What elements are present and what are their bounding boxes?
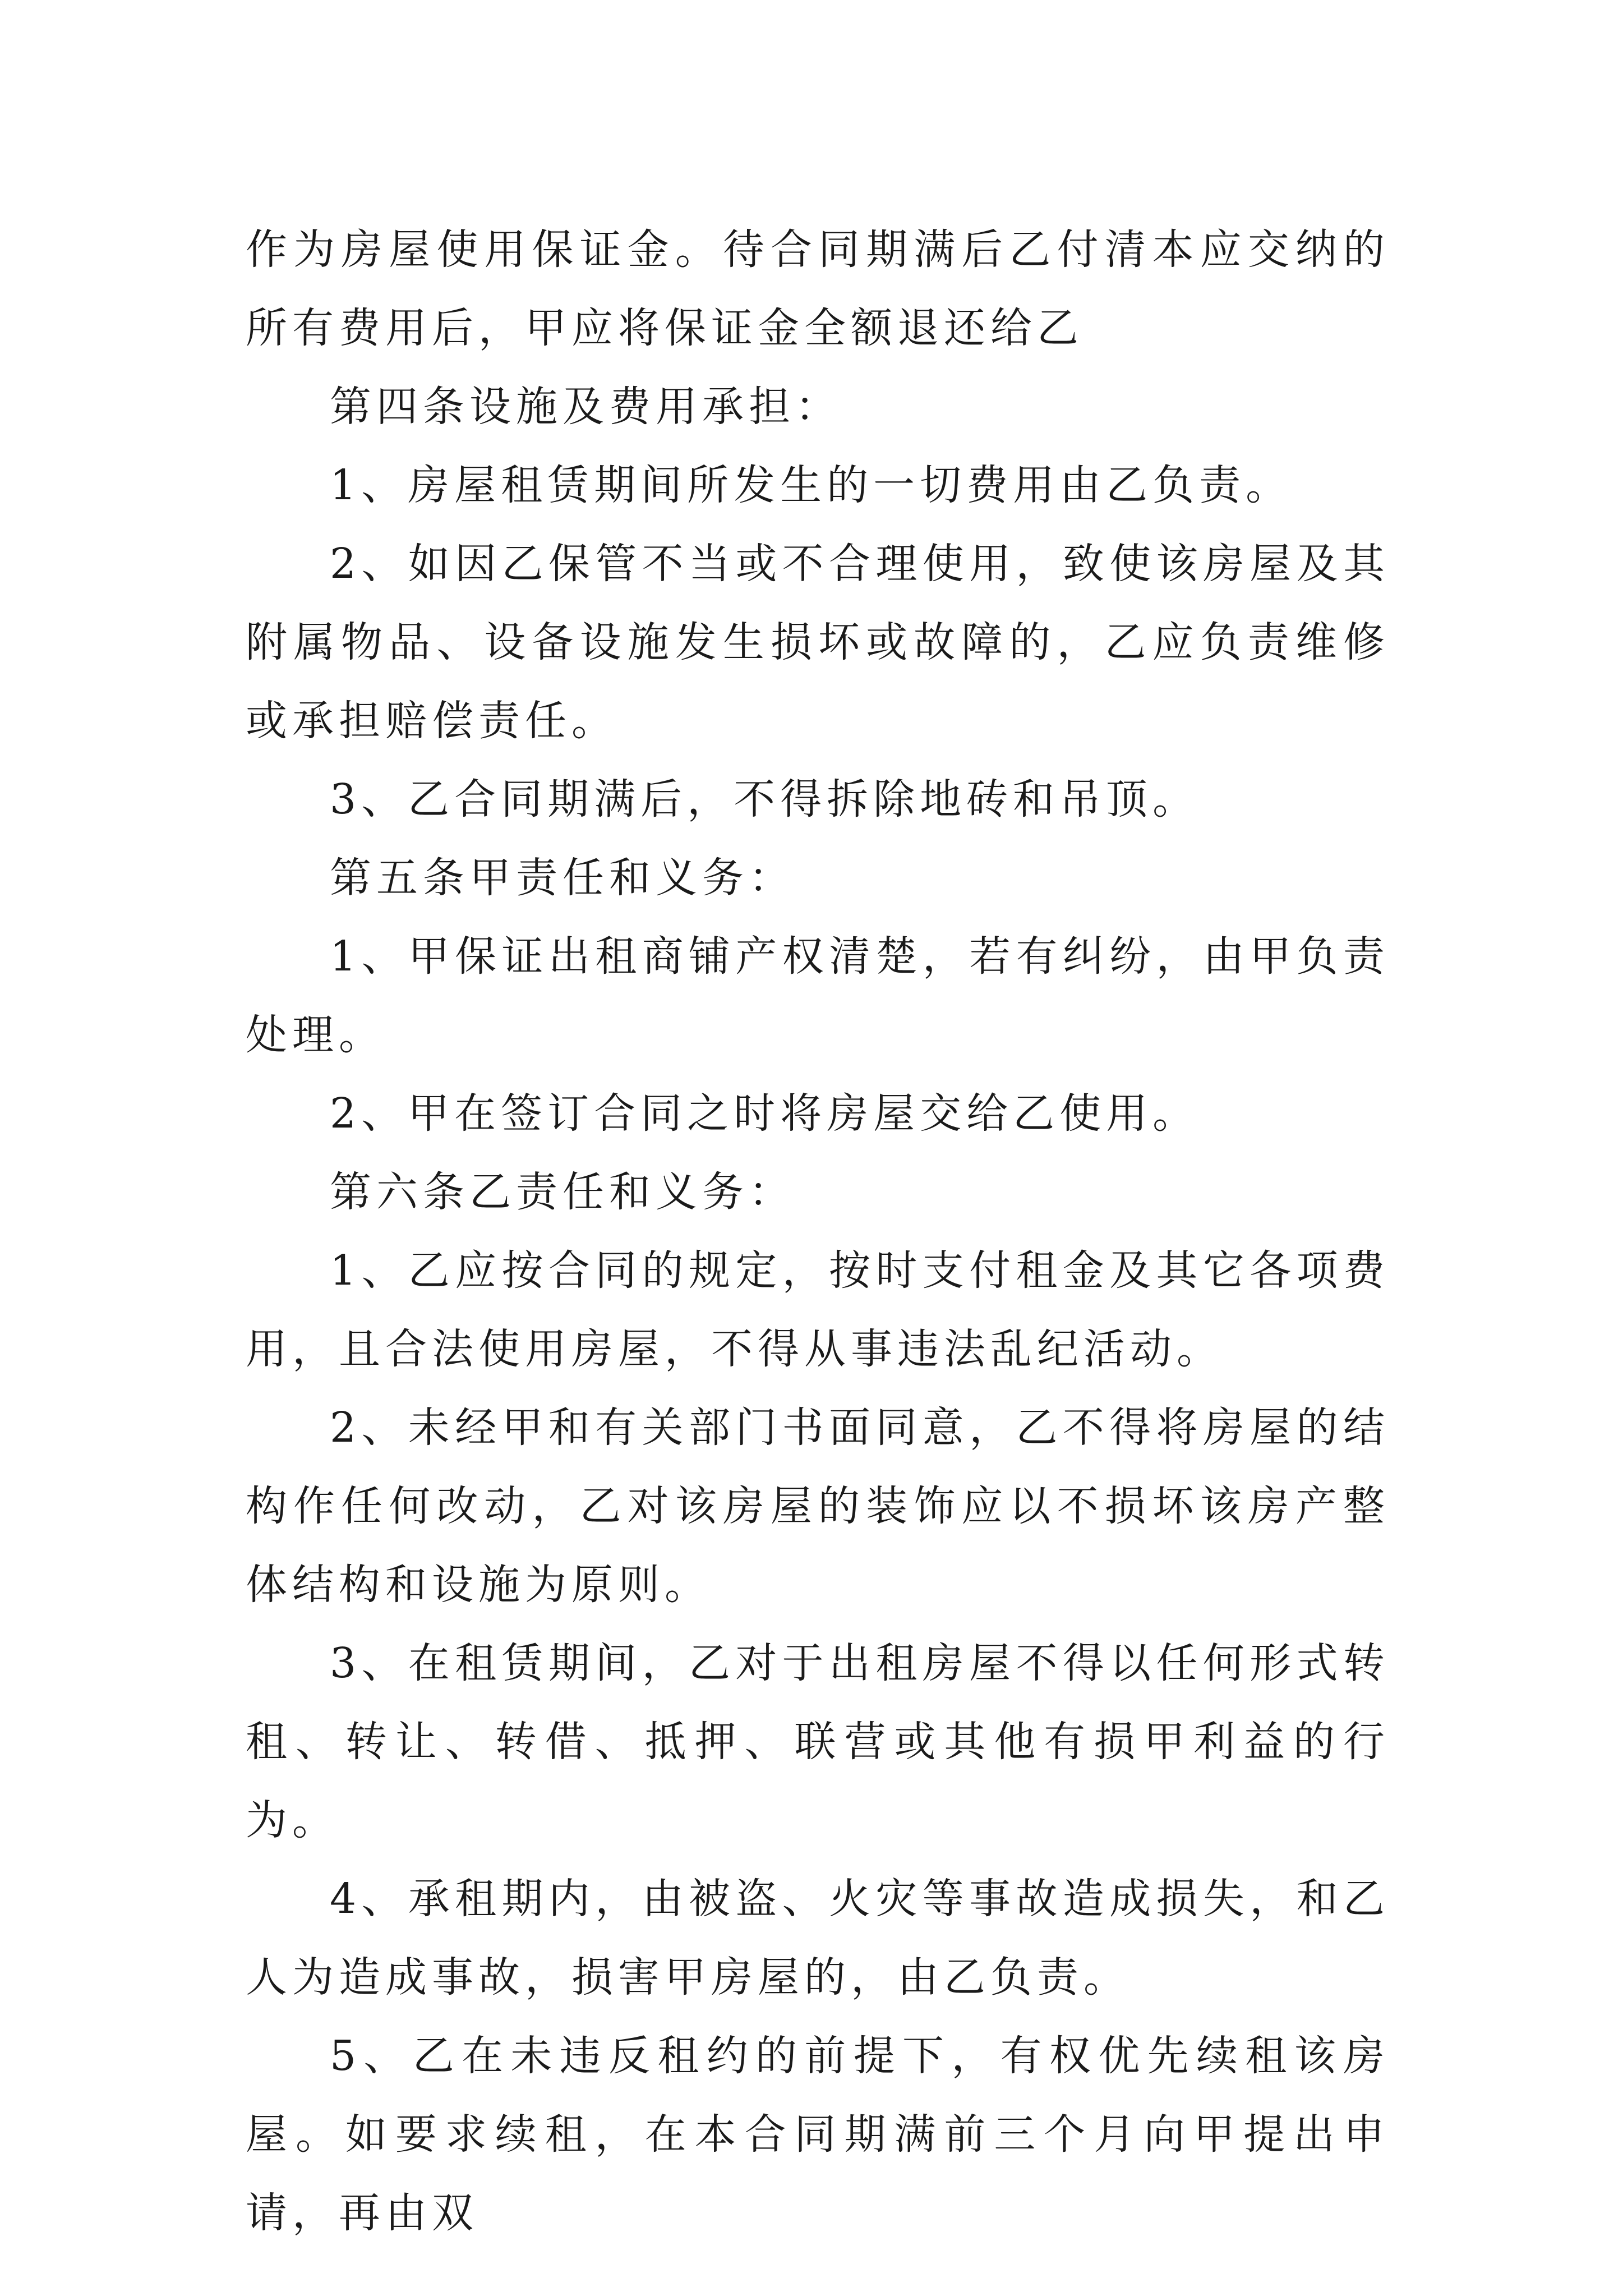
paragraph-8: 2、甲在签订合同之时将房屋交给乙使用。 (330, 1089, 1200, 1138)
paragraph-14: 5、乙在未违反租约的前提下，有权优先续租该房屋。如要求续租，在本合同期满前三个月向甲提出申请，再由双 (246, 2032, 1390, 2237)
paragraph-6: 第五条甲责任和义务： (330, 854, 795, 902)
paragraph-12: 3、在租赁期间，乙对于出租房屋不得以任何形式转租、转让、转借、抵押、联营或其他有损甲利益的行为。 (246, 1639, 1390, 1844)
paragraph-10: 1、乙应按合同的规定，按时支付租金及其它各项费用，且合法使用房屋，不得从事违法乱纪活动。 (246, 1246, 1390, 1373)
document-body (246, 210, 1390, 2252)
paragraph-7: 1、甲保证出租商铺产权清楚，若有纠纷，由甲负责处理。 (246, 932, 1390, 1059)
paragraph-13: 4、承租期内，由被盗、火灾等事故造成损失，和乙人为造成事故，损害甲房屋的，由乙负责。 (246, 1875, 1390, 2001)
paragraph-2: 第四条设施及费用承担： (330, 383, 842, 431)
paragraph-9: 第六条乙责任和义务： (330, 1168, 795, 1216)
paragraph-4: 2、如因乙保管不当或不合理使用，致使该房屋及其附属物品、设备设施发生损坏或故障的，乙应负责维修或承担赔偿责任。 (246, 540, 1390, 745)
paragraph-1: 作为房屋使用保证金。待合同期满后乙付清本应交纳的所有费用后，甲应将保证金全额退还给乙 (246, 226, 1390, 352)
paragraph-11: 2、未经甲和有关部门书面同意，乙不得将房屋的结构作任何改动，乙对该房屋的装饰应以不损坏该房产整体结构和设施为原则。 (246, 1404, 1390, 1609)
paragraph-3: 1、房屋租赁期间所发生的一切费用由乙负责。 (330, 461, 1293, 509)
paragraph-5: 3、乙合同期满后，不得拆除地砖和吊顶。 (330, 775, 1200, 823)
